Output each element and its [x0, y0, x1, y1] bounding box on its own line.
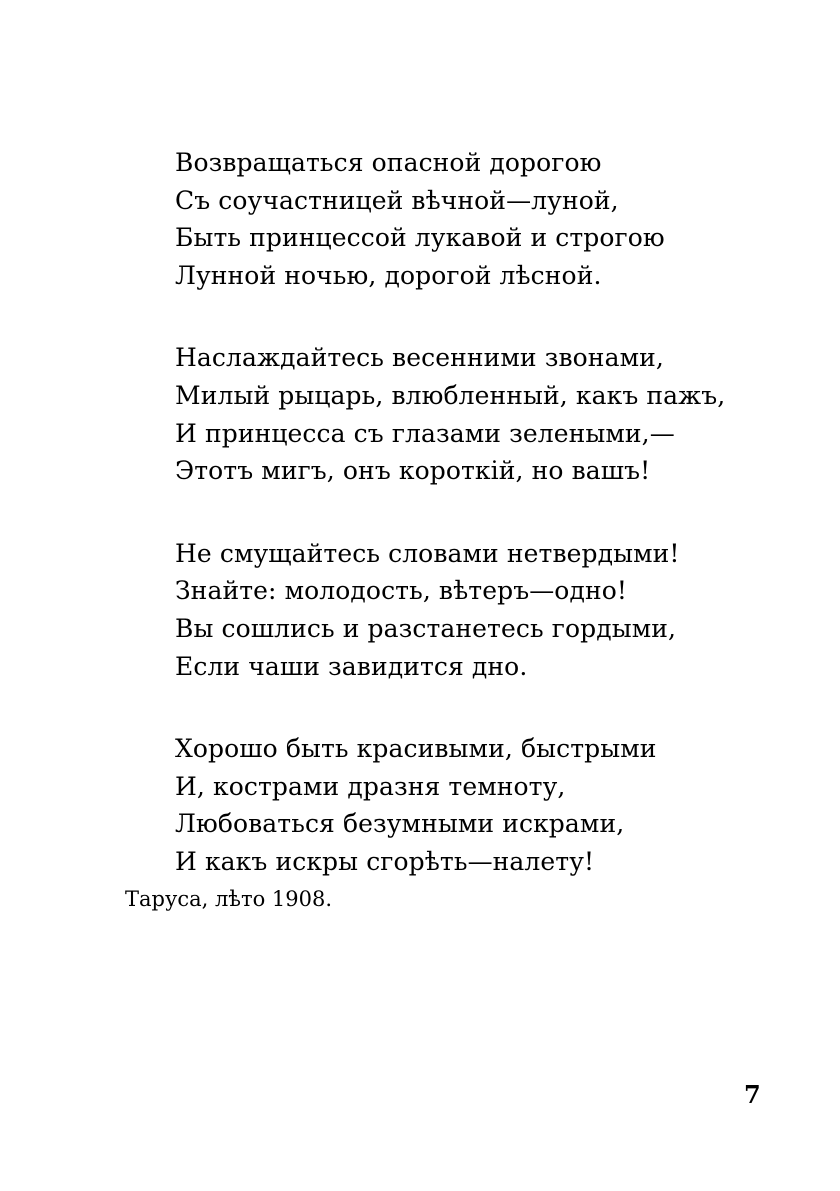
- stanza-2: [175, 339, 795, 489]
- poem-line: Милый рыцарь, влюбленный, какъ пажъ,: [175, 380, 726, 410]
- poem: [175, 144, 795, 926]
- poem-line: Лунной ночью, дорогой лѣсной.: [175, 260, 602, 290]
- stanza-1: [175, 144, 795, 294]
- poem-line: Быть принцессой лукавой и строгою: [175, 223, 665, 253]
- poem-line: Наслаждайтесь весенними звонами,: [175, 343, 664, 373]
- poem-line: И какъ искры сгорѣть—налету!: [175, 846, 595, 876]
- poem-line: И, кострами дразня темноту,: [175, 771, 566, 801]
- poem-line: Этотъ мигъ, онъ короткій, но вашъ!: [175, 456, 651, 486]
- page-number: 7: [744, 1080, 761, 1109]
- poem-line: И принцесса съ глазами зелеными,—: [175, 418, 675, 448]
- poem-line: Возвращаться опасной дорогою: [175, 148, 602, 177]
- poem-line: Не смущайтесь словами нетвердыми!: [175, 538, 680, 568]
- poem-line: Вы сошлись и разстанетесь гордыми,: [175, 613, 677, 643]
- poem-line: Съ соучастницей вѣчной—луной,: [175, 185, 619, 215]
- stanza-4: [175, 730, 795, 880]
- stanza-3: [175, 535, 795, 685]
- poem-line: Если чаши завидится дно.: [175, 651, 528, 681]
- poem-line: Знайте: молодость, вѣтеръ—одно!: [175, 576, 628, 606]
- poem-line: Любоваться безумными искрами,: [175, 809, 625, 839]
- place-date-signature: Таруса, лѣто 1908.: [125, 887, 333, 911]
- poem-line: Хорошо быть красивыми, быстрыми: [175, 734, 657, 764]
